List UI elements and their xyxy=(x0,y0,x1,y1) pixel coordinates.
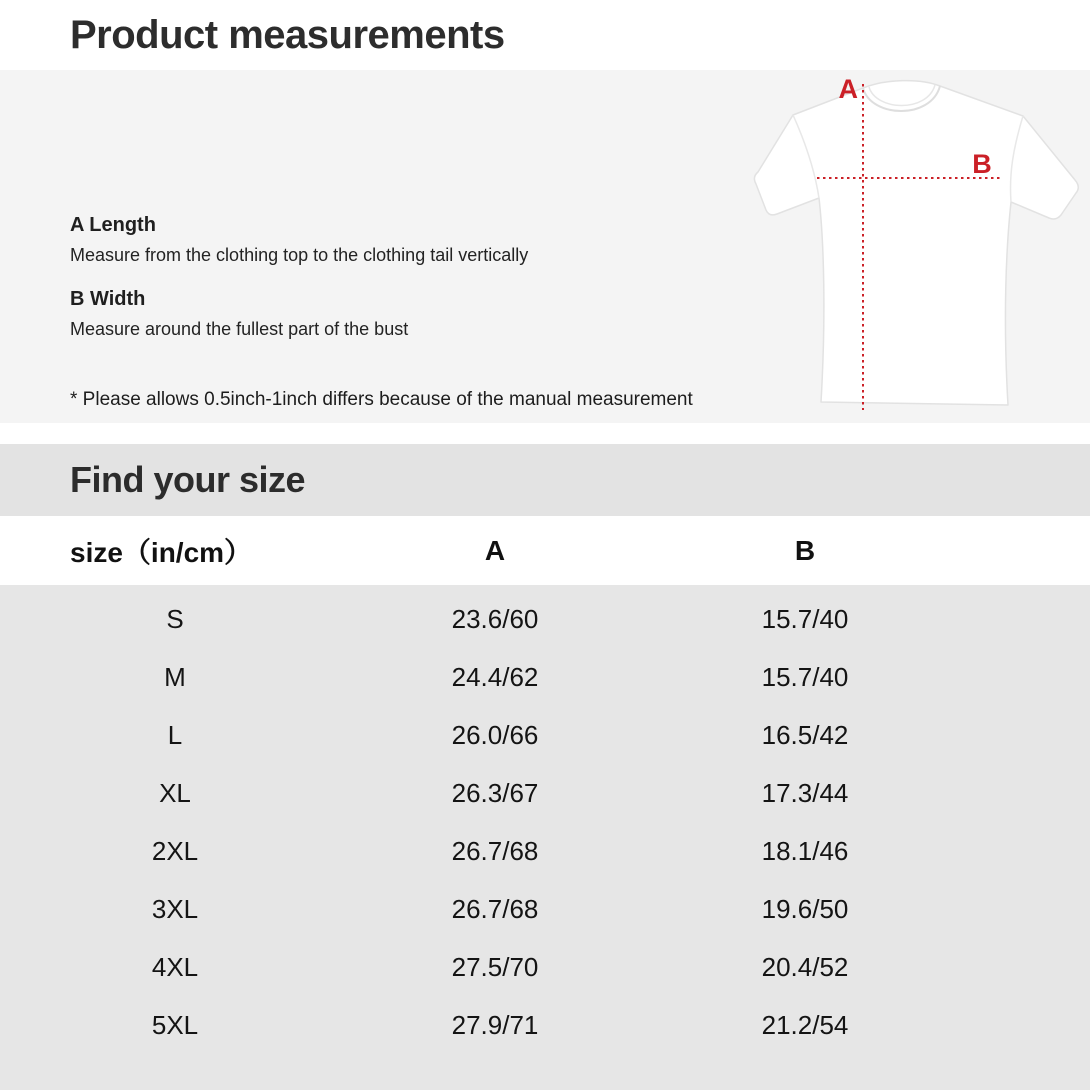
table-row xyxy=(0,938,1090,996)
tshirt-shape xyxy=(754,81,1078,405)
find-size-title: Find your size xyxy=(70,459,306,500)
table-row xyxy=(0,996,1090,1054)
width-value: 16.5/42 xyxy=(761,719,849,750)
width-value: 15.7/40 xyxy=(761,661,849,692)
width-description: Measure around the fullest part of the bust xyxy=(70,319,409,339)
length-value: 24.4/62 xyxy=(451,661,539,692)
length-description: Measure from the clothing top to the clothing tail vertically xyxy=(70,245,529,265)
length-value: 23.6/60 xyxy=(451,603,539,634)
width-value: 20.4/52 xyxy=(761,951,849,982)
size-label: S xyxy=(166,603,184,634)
page-header xyxy=(0,0,1090,70)
table-row xyxy=(0,764,1090,822)
measure-label-a: A xyxy=(838,74,858,104)
tshirt-diagram xyxy=(745,74,1090,422)
size-label: 4XL xyxy=(151,951,199,982)
header-size-col: size（in/cm） xyxy=(70,536,253,568)
header-col-a: A xyxy=(484,534,506,566)
length-value: 26.0/66 xyxy=(451,719,539,750)
section-divider xyxy=(0,423,1090,444)
width-value: 19.6/50 xyxy=(761,893,849,924)
size-label: L xyxy=(167,719,183,750)
size-label: 3XL xyxy=(151,893,199,924)
measurement-disclaimer: * Please allows 0.5inch-1inch differs because of the manual measurement xyxy=(70,389,693,410)
tshirt-illustration xyxy=(745,74,1090,422)
width-label: B Width xyxy=(70,288,146,310)
width-value: 21.2/54 xyxy=(761,1009,849,1040)
measurements-panel xyxy=(0,70,1090,423)
size-label: M xyxy=(164,661,186,692)
find-size-band xyxy=(0,444,1090,516)
length-value: 27.9/71 xyxy=(451,1009,539,1040)
width-value: 18.1/46 xyxy=(761,835,849,866)
length-value: 26.7/68 xyxy=(451,835,539,866)
table-row xyxy=(0,648,1090,706)
page-title: Product measurements xyxy=(70,12,505,57)
measure-label-b: B xyxy=(972,149,992,179)
table-row xyxy=(0,822,1090,880)
size-label: 2XL xyxy=(151,835,199,866)
header-col-b: B xyxy=(794,534,816,566)
table-row xyxy=(0,706,1090,764)
width-value: 17.3/44 xyxy=(761,777,849,808)
size-table-body xyxy=(0,585,1090,1090)
table-row xyxy=(0,590,1090,648)
width-value: 15.7/40 xyxy=(761,603,849,634)
table-row xyxy=(0,880,1090,938)
size-label: 5XL xyxy=(151,1009,199,1040)
length-label: A Length xyxy=(70,214,156,236)
length-value: 26.3/67 xyxy=(451,777,539,808)
size-table-header xyxy=(0,516,1090,585)
length-value: 27.5/70 xyxy=(451,951,539,982)
length-value: 26.7/68 xyxy=(451,893,539,924)
size-label: XL xyxy=(159,777,191,808)
